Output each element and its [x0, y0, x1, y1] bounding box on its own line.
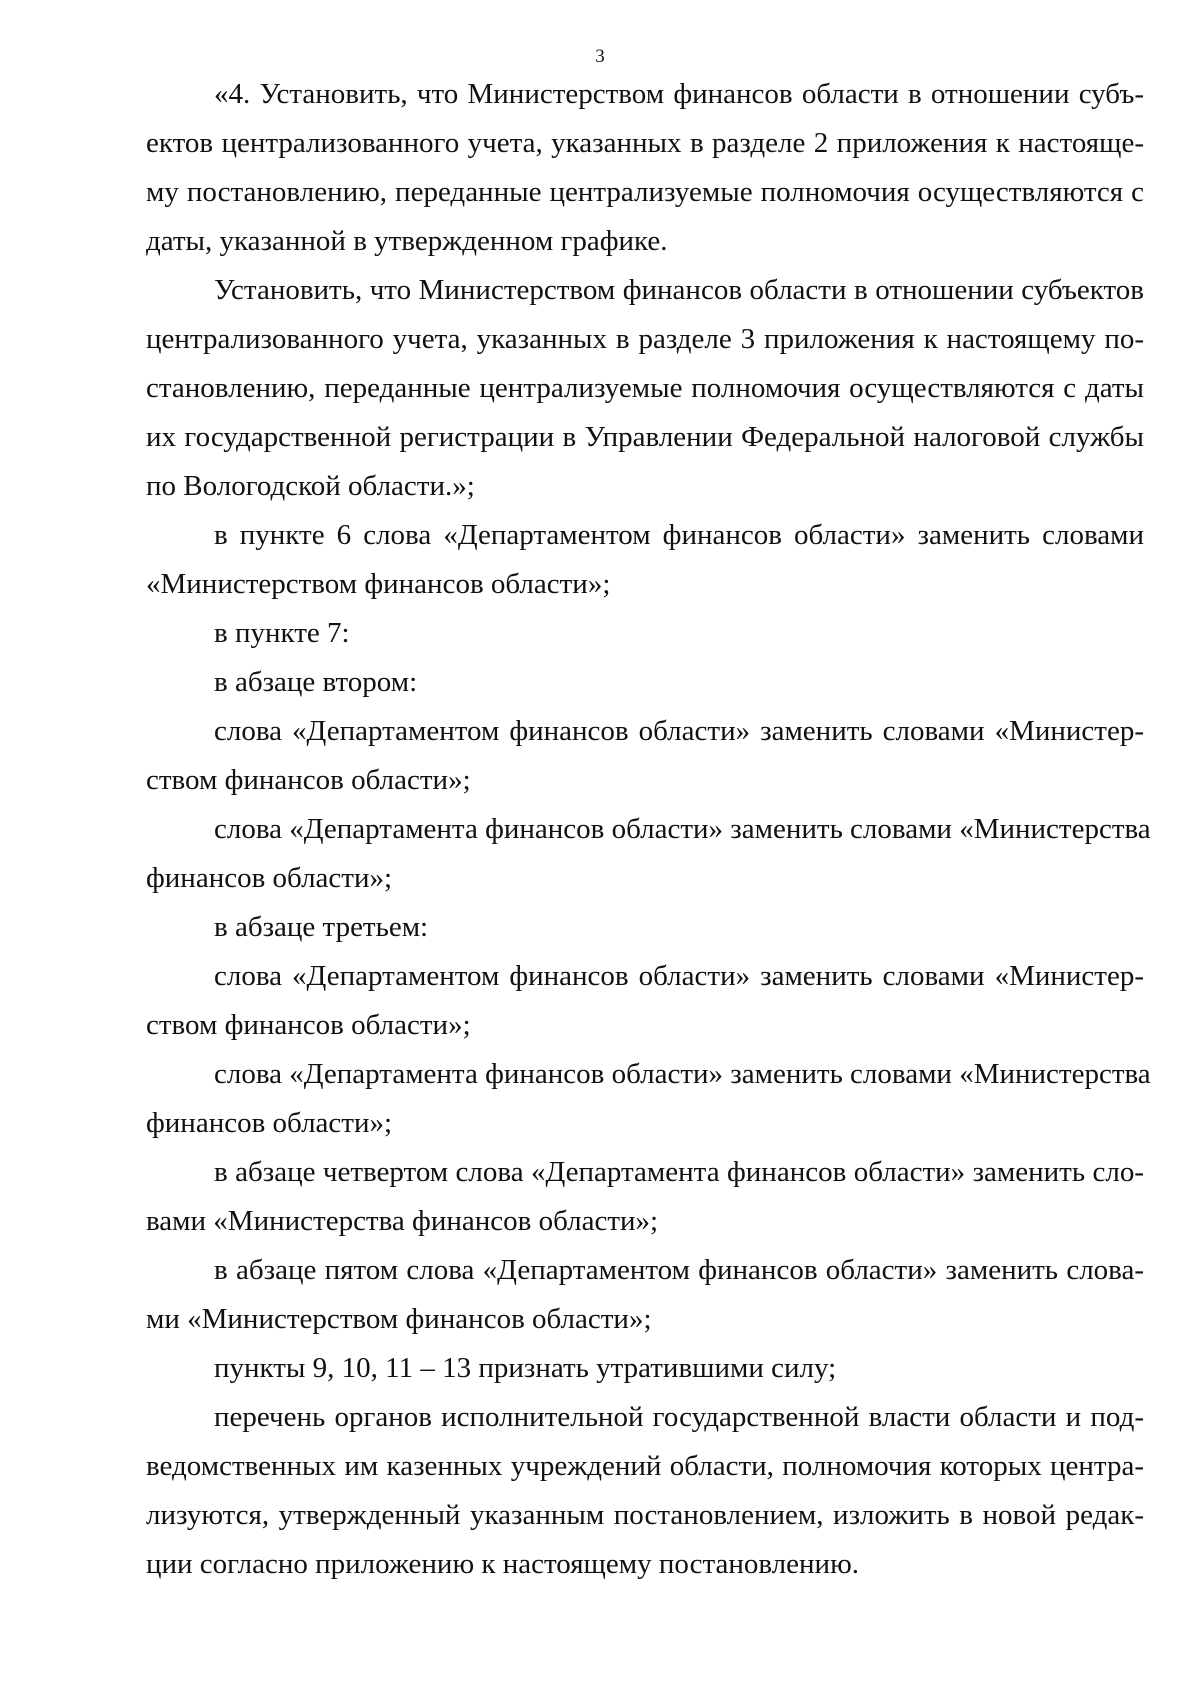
text-line: их государственной регистрации в Управлении Федеральной налоговой службы — [146, 421, 1144, 453]
text-line: слова «Департаментом финансов области» заменить словами «Министер- — [214, 960, 1144, 992]
paragraph — [146, 70, 1144, 266]
paragraph — [146, 1344, 1144, 1393]
text-line: «4. Установить, что Министерством финансов области в отношении субъ- — [214, 78, 1144, 110]
paragraph — [146, 1148, 1144, 1246]
paragraph — [146, 805, 1151, 903]
text-line: слова «Департаментом финансов области» заменить словами «Министер- — [214, 715, 1144, 747]
paragraph — [146, 658, 1144, 707]
text-line: му постановлению, переданные централизуемые полномочия осуществляются с — [146, 176, 1144, 208]
text-line: ством финансов области»; — [146, 1009, 471, 1041]
text-line: даты, указанной в утвержденном графике. — [146, 225, 668, 257]
text-line: вами «Министерства финансов области»; — [146, 1205, 659, 1237]
text-line: пункты 9, 10, 11 – 13 признать утратившими силу; — [214, 1352, 837, 1384]
text-line: в абзаце четвертом слова «Департамента финансов области» заменить сло- — [214, 1156, 1144, 1188]
page-number: 3 — [595, 46, 605, 67]
text-line: в пункте 7: — [214, 617, 350, 649]
text-line: ством финансов области»; — [146, 764, 471, 796]
text-line: финансов области»; — [146, 862, 393, 894]
paragraph — [146, 903, 1144, 952]
text-line: ции согласно приложению к настоящему постановлению. — [146, 1548, 859, 1580]
text-line: в абзаце третьем: — [214, 911, 429, 943]
paragraph — [146, 952, 1144, 1050]
text-line: слова «Департамента финансов области» заменить словами «Министерства — [214, 813, 1151, 845]
text-line: финансов области»; — [146, 1107, 393, 1139]
text-line: Установить, что Министерством финансов области в отношении субъектов — [214, 274, 1144, 306]
paragraph — [146, 266, 1144, 511]
text-line: перечень органов исполнительной государственной власти области и под- — [214, 1401, 1144, 1433]
paragraph — [146, 609, 1144, 658]
text-line: лизуются, утвержденный указанным постановлением, изложить в новой редак- — [146, 1499, 1144, 1531]
text-line: по Вологодской области.»; — [146, 470, 475, 502]
text-line: ектов централизованного учета, указанных в разделе 2 приложения к настояще- — [146, 127, 1144, 159]
text-line: «Министерством финансов области»; — [146, 568, 611, 600]
text-line: слова «Департамента финансов области» заменить словами «Министерства — [214, 1058, 1151, 1090]
text-line: в абзаце пятом слова «Департаментом финансов области» заменить слова- — [214, 1254, 1144, 1286]
paragraph — [146, 707, 1144, 805]
text-line: централизованного учета, указанных в разделе 3 приложения к настоящему по- — [146, 323, 1144, 355]
text-line: становлению, переданные централизуемые полномочия осуществляются с даты — [146, 372, 1144, 404]
text-line: в абзаце втором: — [214, 666, 418, 698]
text-line: ведомственных им казенных учреждений области, полномочия которых центра- — [146, 1450, 1144, 1482]
text-line: ми «Министерством финансов области»; — [146, 1303, 652, 1335]
document-body — [146, 70, 1151, 1589]
paragraph — [146, 1050, 1151, 1148]
text-line: в пункте 6 слова «Департаментом финансов области» заменить словами — [214, 519, 1144, 551]
paragraph — [146, 1393, 1144, 1589]
paragraph — [146, 1246, 1144, 1344]
paragraph — [146, 511, 1144, 609]
